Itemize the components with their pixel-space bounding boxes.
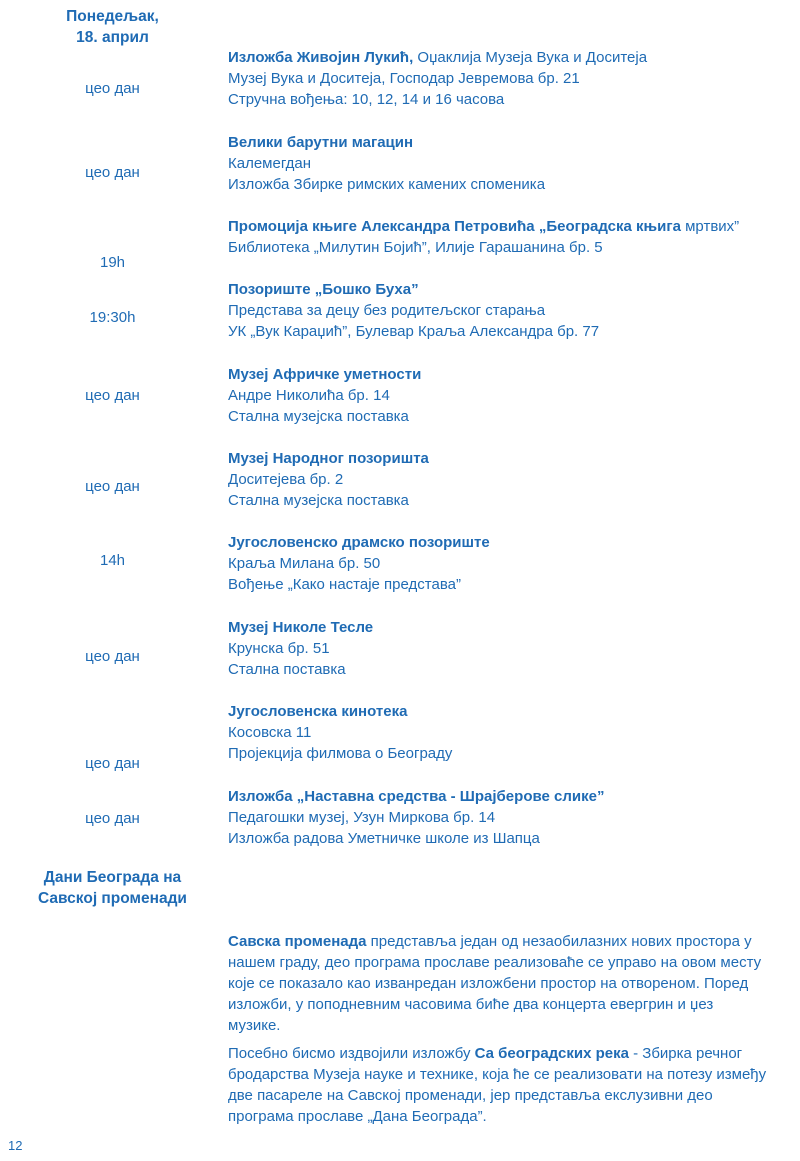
section-heading xyxy=(0,867,225,909)
event-title: Музеј Народног позоришта xyxy=(228,450,429,467)
event-entry xyxy=(228,132,788,195)
event-time: цео дан xyxy=(85,810,140,827)
event-entry xyxy=(228,532,788,595)
event-entry xyxy=(228,364,788,427)
event-detail: Педагошки музеј, Узун Миркова бр. 14 xyxy=(228,809,496,826)
day-heading-date: 18. април xyxy=(76,29,149,46)
event-title: Музеј Николе Тесле xyxy=(228,619,374,636)
event-title: Југословенска кинотека xyxy=(228,703,408,720)
section-heading-line1: Дани Београда на xyxy=(43,869,182,886)
event-detail: Вођење „Како настаје представа” xyxy=(228,576,461,593)
section-heading-line2: Савској променади xyxy=(38,890,187,907)
paragraph-lead: Посебно бисмо издвојили изложбу xyxy=(228,1045,475,1062)
event-detail: Стална музејска поставка xyxy=(228,492,409,509)
event-time: цео дан xyxy=(85,478,140,495)
event-entry xyxy=(228,701,788,764)
event-entry xyxy=(228,47,788,110)
event-entry xyxy=(228,279,788,342)
event-detail: Калемегдан xyxy=(228,155,312,172)
event-detail: Изложба радова Уметничке школе из Шапца xyxy=(228,830,540,847)
event-detail: Музеј Вука и Доситеја, Господар Јевремова бр. 21 xyxy=(228,70,580,87)
event-time: 19h xyxy=(99,254,126,271)
event-detail: Андре Николића бр. 14 xyxy=(228,387,390,404)
event-detail: Стална поставка xyxy=(228,661,346,678)
event-title: Позориште „Бошко Буха” xyxy=(228,281,419,298)
event-entry xyxy=(228,786,788,849)
event-time: цео дан xyxy=(85,80,140,97)
event-time: 19:30h xyxy=(89,309,136,326)
event-detail: Стручна вођења: 10, 12, 14 и 16 часова xyxy=(228,91,505,108)
event-detail: Изложба Збирке римских камених споменика xyxy=(228,176,546,193)
day-heading xyxy=(0,6,225,48)
event-detail: Краља Милана бр. 50 xyxy=(228,555,381,572)
event-entry xyxy=(228,617,788,680)
event-title: Југословенско драмско позориште xyxy=(228,534,490,551)
body-paragraph xyxy=(228,1043,768,1127)
event-title-rest: мртвих” xyxy=(680,218,740,235)
event-detail: УК „Вук Караџић”, Булевар Краља Александра бр. 77 xyxy=(228,323,600,340)
event-detail: Крунска бр. 51 xyxy=(228,640,330,657)
event-title: Промоција књиге Александра Петровића „Београдска књига xyxy=(228,218,681,235)
event-detail: Стална музејска поставка xyxy=(228,408,409,425)
event-title: Велики барутни магацин xyxy=(228,134,414,151)
paragraph-text: - Збирка речног бродарства Музеја науке и технике, која ће се реализовати на потезу између две пасареле на Савској променади, јер представља екслузивни део програма прославе „Дана Београда”. xyxy=(228,1045,767,1125)
event-time: цео дан xyxy=(85,164,140,181)
event-title: Изложба Живојин Лукић, xyxy=(228,49,414,66)
paragraph-text: представља један од незаобилазних нових простора у нашем граду, део програма прославе реализоваће се управо на овом месту које се показало као изванредан изложбени простор на отвореном. Поред изложби, у поподневним часовима биће два концерта евергрин и џез музике. xyxy=(228,933,762,1034)
event-detail: Представа за децу без родитељског старања xyxy=(228,302,546,319)
event-title: Музеј Афричке уметности xyxy=(228,366,422,383)
event-time: цео дан xyxy=(85,387,140,404)
page-number: 12 xyxy=(8,1138,23,1153)
event-detail: Пројекција филмова о Београду xyxy=(228,745,453,762)
event-entry xyxy=(228,216,788,258)
event-time: 14h xyxy=(99,552,126,569)
event-detail: Косовска 11 xyxy=(228,724,312,741)
event-title-rest: Оџаклија Музеја Вука и Доситеја xyxy=(413,49,648,66)
event-entry xyxy=(228,448,788,511)
event-title: Изложба „Наставна средства - Шрајберове слике” xyxy=(228,788,605,805)
day-heading-weekday: Понедељак, xyxy=(66,8,159,25)
body-paragraph xyxy=(228,931,768,1036)
event-time: цео дан xyxy=(85,648,140,665)
paragraph-bold: Савска променада xyxy=(228,933,367,950)
event-time: цео дан xyxy=(85,755,140,772)
paragraph-bold: Са београдских река xyxy=(474,1045,629,1062)
event-detail: Библиотека „Милутин Бојић”, Илије Гарашанина бр. 5 xyxy=(228,239,603,256)
event-detail: Доситејева бр. 2 xyxy=(228,471,344,488)
